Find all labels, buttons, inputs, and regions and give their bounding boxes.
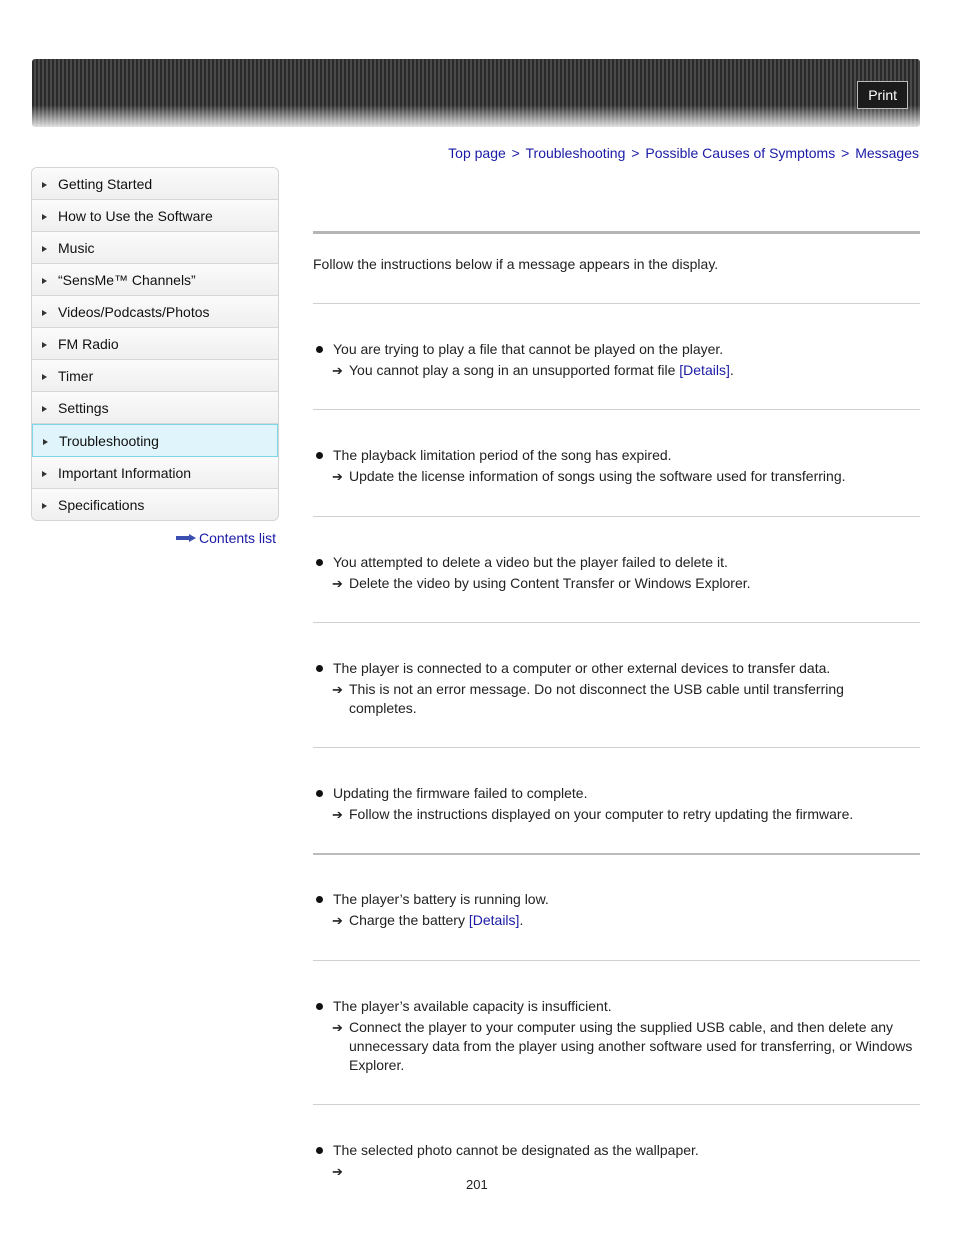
arrow-right-icon: ➔ [332,1020,343,1035]
sidebar-item-label: “SensMe™ Channels” [58,271,196,288]
cause-text: The selected photo cannot be designated as the wallpaper. [313,1141,920,1160]
arrow-right-icon: ➔ [332,576,343,591]
sidebar-nav [31,167,279,521]
section-divider [313,747,920,748]
cause-text: You are trying to play a file that cannot be played on the player. [313,340,920,359]
details-link[interactable]: [Details] [468,912,520,928]
intro-text: Follow the instructions below if a message appears in the display. [313,256,719,272]
remedy-tail: . [729,362,734,378]
print-button[interactable]: Print [857,81,908,109]
triangle-right-icon [42,374,47,380]
arrow-right-icon: ➔ [332,363,343,378]
triangle-right-icon [42,182,47,188]
triangle-right-icon [42,214,47,220]
remedy-tail: . [519,912,524,928]
remedy-text: Delete the video by using Content Transfer or Windows Explorer. [349,575,751,591]
sidebar-item-timer[interactable] [32,360,278,392]
cause-text: Updating the firmware failed to complete. [313,784,920,803]
sidebar-item-label: Specifications [58,496,145,513]
remedy [313,1018,920,1075]
triangle-right-icon [42,246,47,252]
contents-list-link[interactable] [176,530,276,546]
remedy-text: You cannot play a song in an unsupported format file [349,362,680,378]
sidebar-item-troubleshooting[interactable] [32,424,278,457]
sidebar-item-label: Timer [58,367,94,384]
breadcrumb-separator: > [841,145,850,161]
section-divider [313,1104,920,1105]
remedy-text: Connect the player to your computer using the supplied USB cable, and then delete any unnecessary data from the player using another software used for transferring, or Windows Explorer. [349,1019,913,1073]
arrow-right-icon: ➔ [332,682,343,697]
message-entry [313,340,920,380]
sidebar-item-specifications[interactable] [32,489,278,520]
sidebar-item-label: FM Radio [58,335,119,352]
triangle-right-icon [42,310,47,316]
cause-text: The player’s battery is running low. [313,890,920,909]
sidebar-item-label: Getting Started [58,175,153,192]
sidebar-item-label: Important Information [58,464,192,481]
breadcrumb-possible-causes[interactable]: Possible Causes of Symptoms [645,145,836,161]
cause-text: You attempted to delete a video but the player failed to delete it. [313,553,920,572]
section-divider [313,303,920,304]
arrow-right-icon: ➔ [332,1164,343,1179]
message-entry [313,784,920,824]
message-entry [313,1141,920,1179]
sidebar-item-videos-podcasts-photos[interactable] [32,296,278,328]
message-entry [313,446,920,486]
sidebar-item-label: Settings [58,399,109,416]
arrow-right-icon: ➔ [332,807,343,822]
triangle-right-icon [43,439,48,445]
breadcrumb [448,145,919,161]
sidebar-item-sensme-channels[interactable] [32,264,278,296]
remedy [313,911,920,930]
section-divider [313,960,920,961]
breadcrumb-separator: > [631,145,640,161]
section-divider [313,853,920,855]
message-entry [313,553,920,593]
section-divider [313,516,920,517]
breadcrumb-troubleshooting[interactable]: Troubleshooting [525,145,626,161]
details-link[interactable]: [Details] [679,362,730,378]
triangle-right-icon [42,471,47,477]
arrow-right-icon: ➔ [332,469,343,484]
breadcrumb-top-page[interactable]: Top page [448,145,506,161]
triangle-right-icon [42,503,47,509]
arrow-right-icon [176,534,196,542]
sidebar-item-music[interactable] [32,232,278,264]
sidebar-item-label: How to Use the Software [58,207,213,224]
sidebar-item-settings[interactable] [32,392,278,424]
cause-text: The player’s available capacity is insufficient. [313,997,920,1016]
message-entry [313,659,920,718]
section-divider [313,409,920,410]
sidebar-item-getting-started[interactable] [32,168,278,200]
sidebar-item-label: Troubleshooting [59,432,159,449]
remedy-text: Follow the instructions displayed on your computer to retry updating the firmware. [349,806,854,822]
message-entry [313,997,920,1075]
sidebar-item-label: Videos/Podcasts/Photos [58,303,210,320]
sidebar-item-label: Music [58,239,95,256]
message-entry [313,890,920,930]
title-divider [313,231,920,234]
sidebar-item-how-to-use-software[interactable] [32,200,278,232]
remedy [313,361,920,380]
sidebar-item-fm-radio[interactable] [32,328,278,360]
remedy-text: Update the license information of songs using the software used for transferring. [349,468,846,484]
remedy [313,805,920,824]
triangle-right-icon [42,278,47,284]
breadcrumb-separator: > [511,145,520,161]
remedy [313,574,920,593]
page-header-banner [32,59,920,127]
breadcrumb-messages[interactable]: Messages [855,145,919,161]
remedy-text: This is not an error message. Do not disconnect the USB cable until transferring completes. [349,681,844,716]
contents-list-label: Contents list [199,530,277,546]
remedy [313,467,920,486]
sidebar-item-important-information[interactable] [32,457,278,489]
triangle-right-icon [42,406,47,412]
cause-text: The playback limitation period of the song has expired. [313,446,920,465]
remedy [313,680,869,718]
arrow-right-icon: ➔ [332,913,343,928]
page-number: 201 [466,1177,488,1192]
section-divider [313,622,920,623]
cause-text: The player is connected to a computer or other external devices to transfer data. [313,659,920,678]
triangle-right-icon [42,342,47,348]
remedy-text: Charge the battery [349,912,469,928]
